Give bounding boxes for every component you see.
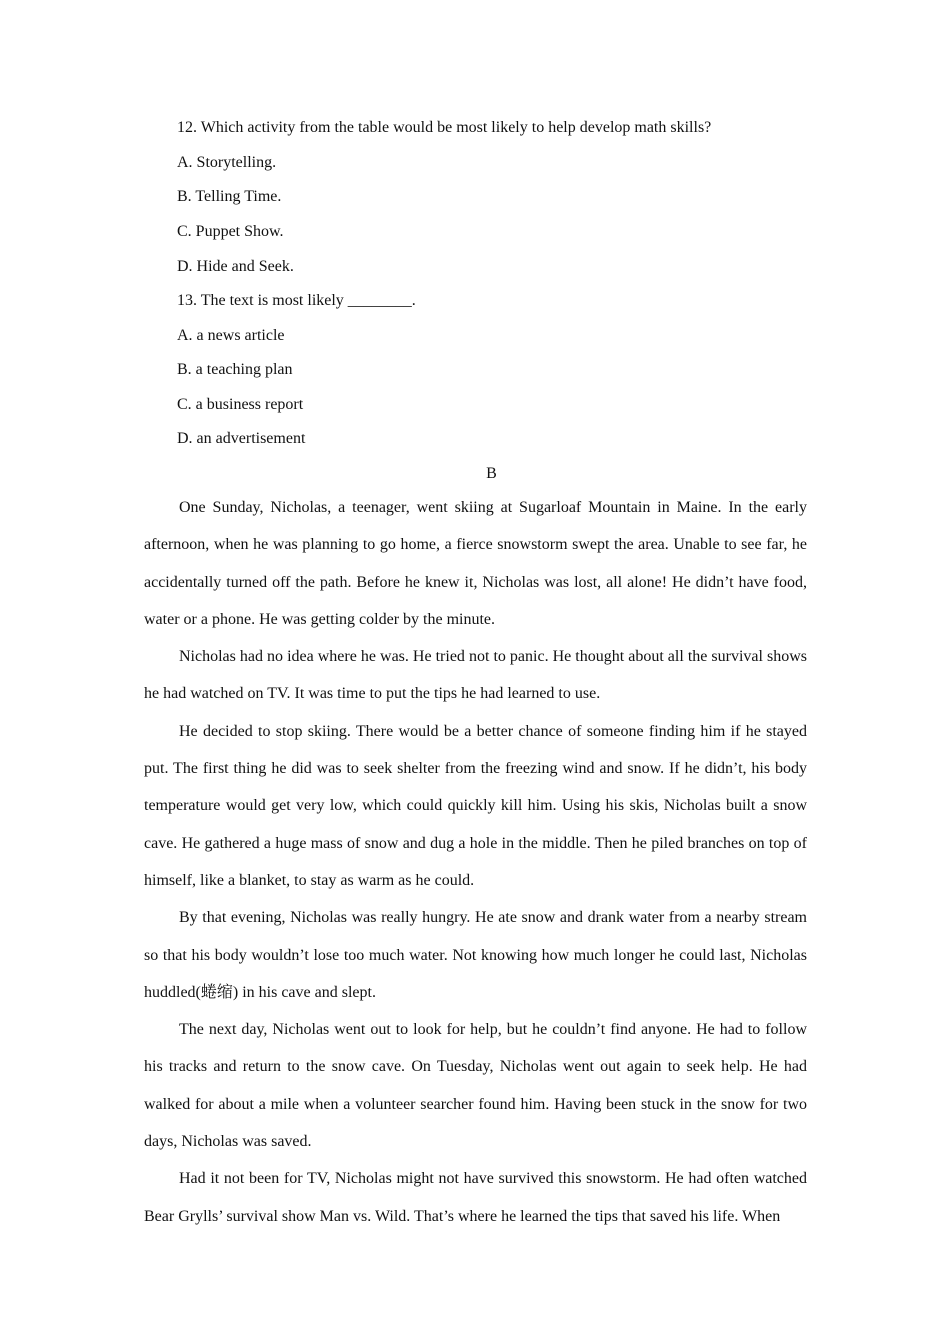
passage-paragraph: By that evening, Nicholas was really hungry. He ate snow and drank water from a nearby stream so that his body wouldn’t lose too much water. Not knowing how much longer he could last, Nicholas huddled(蜷缩) in his cave and slept. <box>144 909 807 1001</box>
question-12-option-b: B. Telling Time. <box>177 188 282 205</box>
question-12-option-a: A. Storytelling. <box>177 154 277 171</box>
question-13-option-c: C. a business report <box>177 396 304 413</box>
question-13-stem: 13. The text is most likely ________. <box>177 292 416 309</box>
question-13-option-a: A. a news article <box>177 327 285 344</box>
passage-paragraph: The next day, Nicholas went out to look for help, but he couldn’t find anyone. He had to follow his tracks and return to the snow cave. On Tuesday, Nicholas went out again to seek help. He had walked for about a mile when a volunteer searcher found him. Having been stuck in the snow for two days, Nicholas was saved. <box>144 1021 807 1151</box>
passage-paragraph: Nicholas had no idea where he was. He tried not to panic. He thought about all the survival shows he had watched on TV. It was time to put the tips he had learned to use. <box>144 648 807 703</box>
passage-paragraph: He decided to stop skiing. There would be a better chance of someone finding him if he stayed put. The first thing he did was to seek shelter from the freezing wind and snow. If he didn’t, his body temperature would get very low, which could quickly kill him. Using his skis, Nicholas built a snow cave. He gathered a huge mass of snow and dug a hole in the middle. Then he piled branches on top of himself, like a blanket, to stay as warm as he could. <box>144 722 807 889</box>
question-12-stem: 12. Which activity from the table would be most likely to help develop math skills? <box>177 119 712 136</box>
question-13-option-b: B. a teaching plan <box>177 361 293 378</box>
reading-passage <box>144 489 807 1235</box>
section-heading: B <box>486 465 497 482</box>
passage-paragraph: One Sunday, Nicholas, a teenager, went skiing at Sugarloaf Mountain in Maine. In the early afternoon, when he was planning to go home, a fierce snowstorm swept the area. Unable to see far, he accidentally turned off the path. Before he knew it, Nicholas was lost, all alone! He didn’t have food, water or a phone. He was getting colder by the minute. <box>144 499 807 628</box>
passage-paragraph: Had it not been for TV, Nicholas might not have survived this snowstorm. He had often watched Bear Grylls’ survival show Man vs. Wild. That’s where he learned the tips that saved his life. When <box>144 1170 807 1225</box>
question-13-option-d: D. an advertisement <box>177 430 306 447</box>
question-12-option-c: C. Puppet Show. <box>177 223 284 240</box>
question-12-option-d: D. Hide and Seek. <box>177 258 294 275</box>
